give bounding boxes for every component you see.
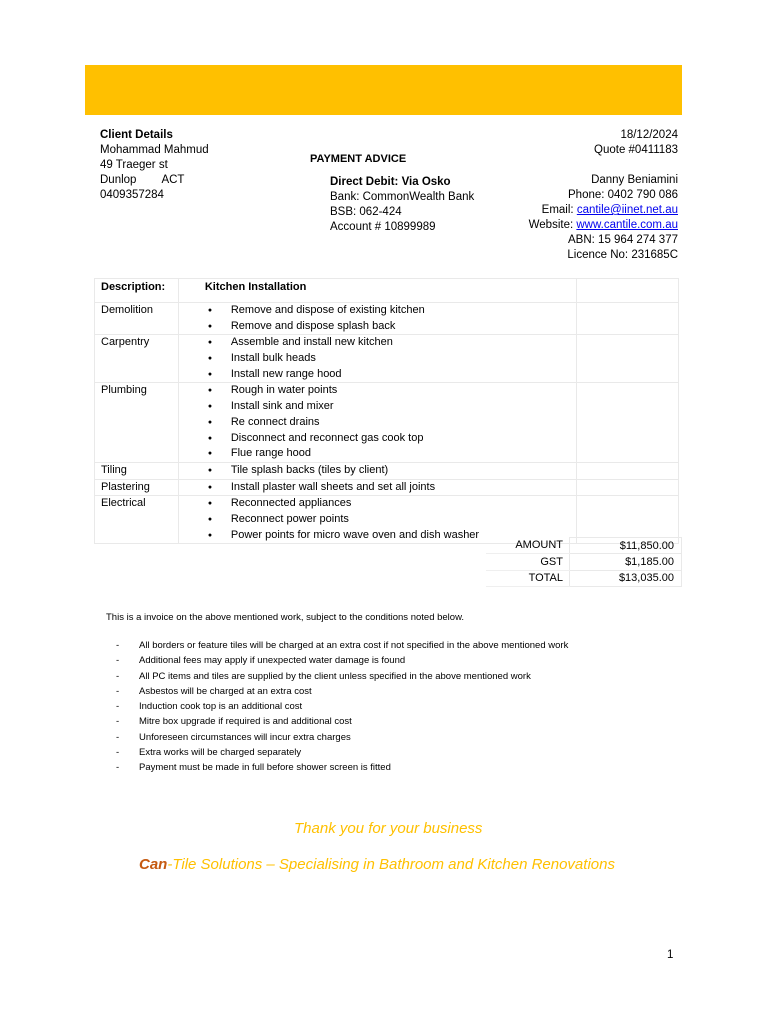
gst-label: GST	[486, 554, 570, 570]
items-cell	[178, 383, 576, 462]
work-items-list	[179, 463, 576, 479]
totals-table	[486, 537, 682, 587]
work-item: ● Install new range hood	[179, 367, 576, 383]
business-phone: Phone: 0402 790 086	[568, 189, 678, 201]
work-item: ● Install sink and mixer	[179, 399, 576, 415]
header-banner	[85, 65, 682, 115]
price-cell	[576, 479, 678, 496]
page-number: 1	[667, 949, 674, 961]
work-items-list	[179, 303, 576, 334]
email-label: Email:	[541, 204, 577, 216]
client-phone: 0409357284	[100, 189, 164, 201]
contact-name: Danny Beniamini	[591, 174, 678, 186]
work-items-list	[179, 480, 576, 496]
work-items-list	[179, 335, 576, 382]
work-item: ● Install bulk heads	[179, 351, 576, 367]
total-label: TOTAL	[486, 570, 570, 586]
quote-table	[94, 278, 679, 544]
work-item: ● Install plaster wall sheets and set all joints	[179, 480, 576, 496]
bank-account: Account # 10899989	[330, 221, 436, 233]
price-cell	[576, 303, 678, 335]
thank-you-text: Thank you for your business	[294, 820, 483, 837]
price-cell	[576, 462, 678, 479]
client-name: Mohammad Mahmud	[100, 144, 209, 156]
client-heading: Client Details	[100, 129, 173, 141]
items-cell	[178, 479, 576, 496]
work-item: ● Remove and dispose of existing kitchen	[179, 303, 576, 319]
condition-item: - Asbestos will be charged at an extra cost	[113, 684, 568, 699]
condition-item: - Extra works will be charged separately	[113, 745, 568, 760]
work-item: ● Flue range hood	[179, 446, 576, 462]
items-cell	[178, 303, 576, 335]
price-cell	[576, 383, 678, 462]
payment-method: Direct Debit: Via Osko	[330, 176, 451, 188]
business-licence: Licence No: 231685C	[567, 249, 678, 261]
business-email-line	[529, 203, 678, 218]
business-website-line	[529, 218, 678, 233]
brand-can: Can	[139, 856, 168, 873]
website-link[interactable]: www.cantile.com.au	[576, 219, 678, 231]
terms-intro: This is a invoice on the above mentioned work, subject to the conditions noted below.	[106, 612, 465, 623]
work-item: ● Disconnect and reconnect gas cook top	[179, 431, 576, 447]
business-abn: ABN: 15 964 274 377	[568, 234, 678, 246]
category-cell: Plumbing	[95, 383, 179, 462]
condition-item: - Mitre box upgrade if required is and additional cost	[113, 714, 568, 729]
category-cell: Tiling	[95, 462, 179, 479]
description-label: Description:	[95, 279, 179, 303]
client-details	[100, 128, 209, 203]
work-items-list	[179, 383, 576, 461]
items-cell	[178, 335, 576, 383]
condition-item: - Unforeseen circumstances will incur extra charges	[113, 730, 568, 745]
work-item: ● Assemble and install new kitchen	[179, 335, 576, 351]
tagline-text: -Tile Solutions – Specialising in Bathroom and Kitchen Renovations	[167, 856, 615, 873]
table-row	[95, 462, 679, 479]
condition-item: - Payment must be made in full before shower screen is fitted	[113, 760, 568, 775]
price-cell	[576, 335, 678, 383]
website-label: Website:	[528, 219, 577, 231]
category-cell: Demolition	[95, 303, 179, 335]
quote-number: Quote #0411183	[594, 144, 678, 156]
table-header-row	[95, 279, 679, 303]
condition-item: - All PC items and tiles are supplied by the client unless specified in the above mentioned work	[113, 669, 568, 684]
category-cell: Electrical	[95, 496, 179, 544]
work-item: ● Reconnect power points	[179, 512, 576, 528]
client-suburb-line	[100, 173, 209, 188]
category-cell: Carpentry	[95, 335, 179, 383]
gst-value: $1,185.00	[570, 554, 682, 570]
gst-row	[486, 554, 682, 570]
condition-item: - Additional fees may apply if unexpected water damage is found	[113, 653, 568, 668]
table-row	[95, 479, 679, 496]
total-value: $13,035.00	[570, 570, 682, 586]
client-street: 49 Traeger st	[100, 159, 168, 171]
payment-advice-title: PAYMENT ADVICE	[310, 153, 407, 165]
amount-label: AMOUNT	[486, 538, 570, 554]
amount-row	[486, 538, 682, 554]
condition-item: - Induction cook top is an additional cost	[113, 699, 568, 714]
client-state: ACT	[161, 174, 185, 186]
price-cell	[576, 279, 678, 303]
work-item: ● Re connect drains	[179, 415, 576, 431]
work-item: ● Reconnected appliances	[179, 496, 576, 512]
work-item: ● Power points for micro wave oven and dish washer	[179, 528, 576, 544]
table-row	[95, 335, 679, 383]
category-cell: Plastering	[95, 479, 179, 496]
table-row	[95, 303, 679, 335]
company-tagline	[139, 856, 615, 873]
job-title: Kitchen Installation	[178, 279, 576, 303]
client-suburb: Dunlop	[100, 174, 137, 186]
bank-name: Bank: CommonWealth Bank	[330, 191, 475, 203]
condition-item: - All borders or feature tiles will be charged at an extra cost if not specified in the above mentioned work	[113, 638, 568, 653]
bank-details	[330, 175, 474, 235]
work-item: ● Tile splash backs (tiles by client)	[179, 463, 576, 479]
business-details	[529, 128, 678, 263]
conditions-list	[113, 638, 568, 776]
work-item: ● Rough in water points	[179, 383, 576, 399]
total-row	[486, 570, 682, 586]
amount-value: $11,850.00	[570, 538, 682, 554]
email-link[interactable]: cantile@iinet.net.au	[576, 204, 678, 216]
items-cell	[178, 462, 576, 479]
bank-bsb: BSB: 062-424	[330, 206, 402, 218]
quote-date: 18/12/2024	[620, 129, 678, 141]
table-row	[95, 383, 679, 462]
work-item: ● Remove and dispose splash back	[179, 319, 576, 335]
